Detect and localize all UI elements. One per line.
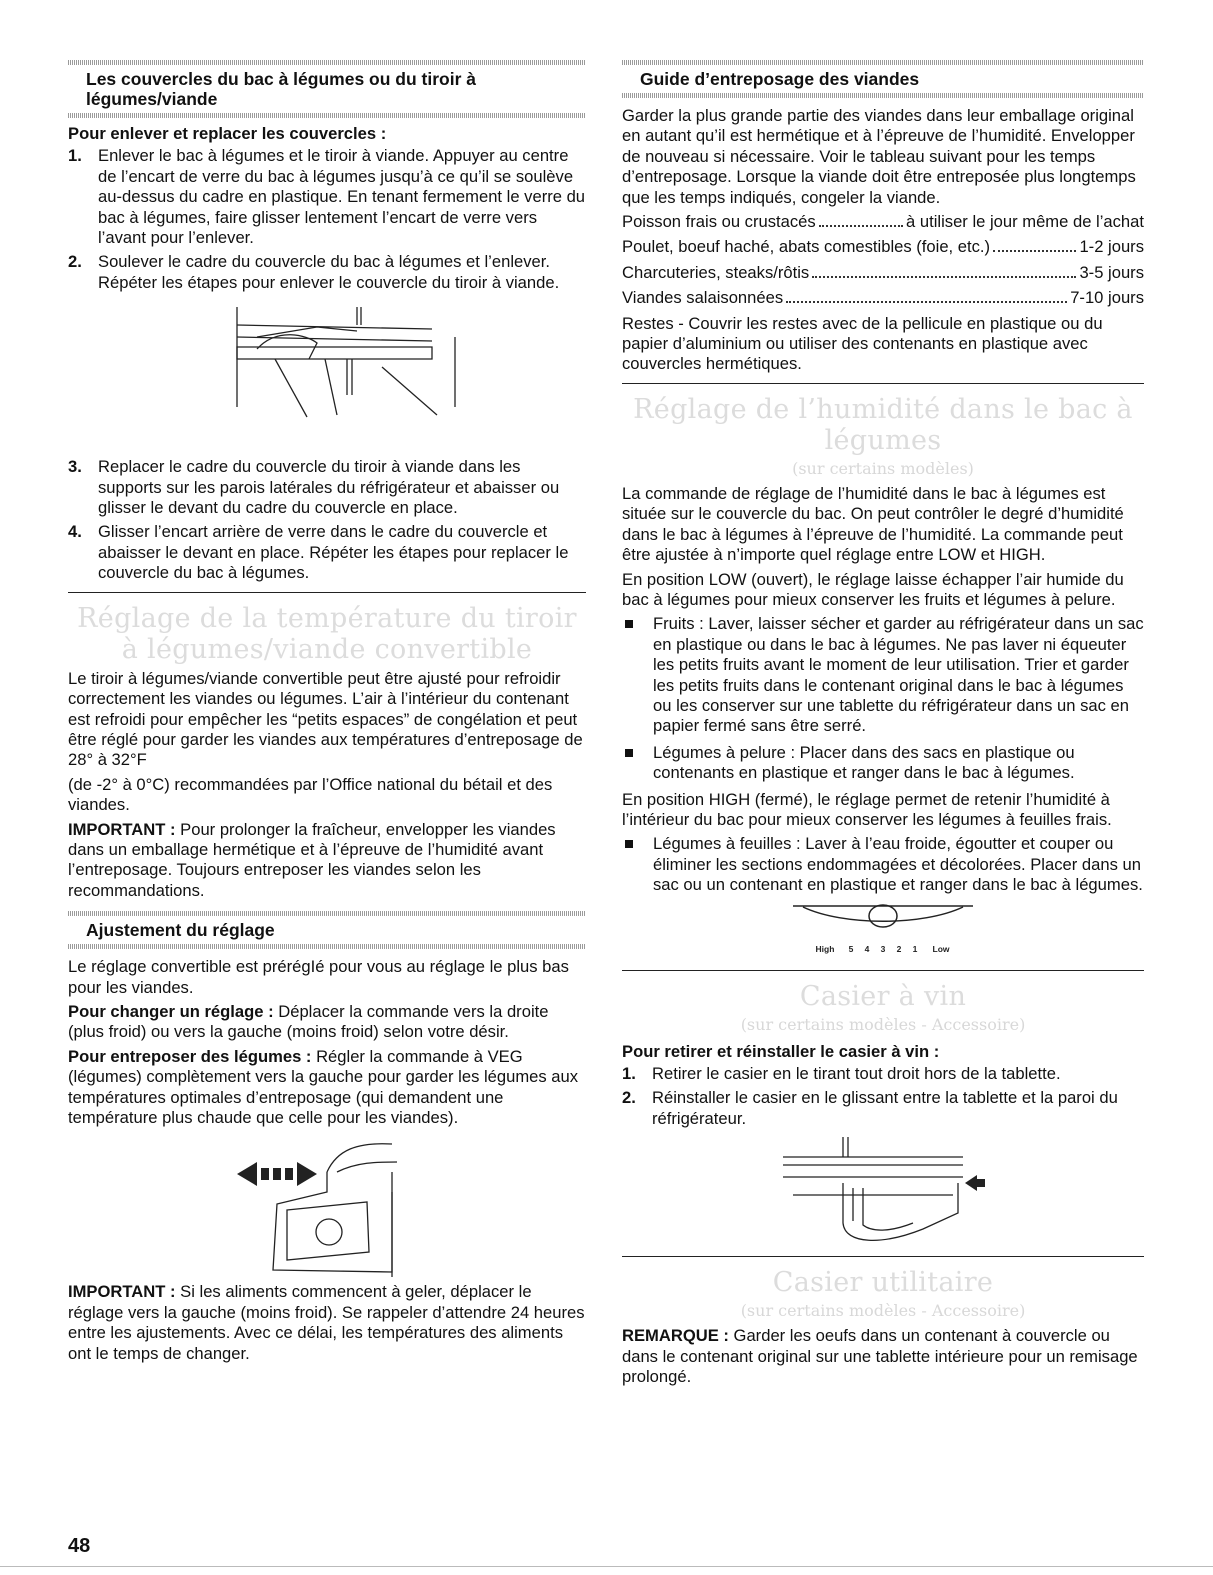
dial-label-low: Low	[932, 943, 950, 954]
utility-remark: REMARQUE : Garder les oeufs dans un contenant à couvercle ou dans le contenant original sur une tablette intérieure pour un remisage prolongé.	[622, 1326, 1138, 1387]
lids-subheading: Pour enlever et replacer les couvercles :	[68, 124, 387, 143]
dial-label-1: 1	[912, 943, 918, 954]
humidity-section-title: Réglage de l’humidité dans le bac à légumes	[633, 393, 1133, 456]
section-rule	[68, 944, 586, 949]
humidity-p1: La commande de réglage de l’humidité dans le bac à légumes est située sur le couvercle du bac. On peut contrôler le degré d’humidité dans le bac à légumes à l’épreuve de l’humidité. La commande peut être ajustée à n’importe quel réglage entre LOW et HIGH.	[622, 483, 1124, 565]
lids-steps	[68, 146, 586, 293]
dial-label-2: 2	[896, 943, 902, 954]
left-column	[68, 60, 586, 1368]
meat-intro: Garder la plus grande partie des viandes dans leur emballage original en autant qu’il est hermétique et à l’épreuve de l’humidité. Envelopper de nouveau si nécessaire. Voir le tableau suivant pour les temps d’entreposage. Lorsque la viande doit être entreposée plus longtemps que les temps indiqués, congeler la viande.	[622, 106, 1136, 207]
storage-row: Poisson frais ou crustacés à utiliser le jour même de l’achat	[622, 212, 1144, 232]
utility-section-title: Casier utilitaire	[772, 1267, 994, 1299]
list-item: 2. Réinstaller le casier en le glissant entre la tablette et la paroi du réfrigérateur.	[622, 1088, 1118, 1128]
bottom-rule	[0, 1566, 1213, 1567]
humidity-p2: En position LOW (ouvert), le réglage laisse échapper l’air humide du bac à légumes pour mieux conserver les fruits et légumes à pelure.	[622, 569, 1124, 609]
page-number: 48	[68, 1535, 91, 1557]
section-rule	[68, 113, 586, 118]
wine-subtitle: (sur certains modèles - Accessoire)	[740, 1014, 1026, 1034]
meat-leftovers: Restes - Couvrir les restes avec de la pellicule en plastique ou du papier d’aluminium ou utiliser des contenants en plastique avec couvercles hermétiques.	[622, 313, 1103, 374]
list-item: 4. Glisser l’encart arrière de verre dans le cadre du couvercle et abaisser le devant en place. Répéter les étapes pour replacer le couvercle du bac à légumes.	[68, 522, 569, 583]
right-column	[622, 60, 1144, 1391]
lids-heading: Les couvercles du bac à légumes ou du tiroir à légumes/viande	[86, 69, 476, 109]
adjust-p1: Le réglage convertible est prérégIé pour vous au réglage le plus bas pour les viandes.	[68, 957, 569, 997]
divider	[622, 970, 1144, 971]
crisper-lid-illustration	[197, 297, 457, 457]
utility-subtitle: (sur certains modèles - Accessoire)	[740, 1301, 1026, 1321]
adjust-change: Pour changer un réglage : Déplacer la commande vers la droite (plus froid) ou vers la gauche (moins froid) selon votre désir.	[68, 1001, 549, 1042]
section-rule	[622, 93, 1144, 98]
temperature-control-illustration	[217, 1132, 437, 1282]
wine-steps	[622, 1064, 1144, 1129]
wine-subheading: Pour retirer et réinstaller le casier à vin :	[622, 1041, 940, 1061]
wine-rack-illustration	[773, 1133, 993, 1248]
list-item: Légumes à pelure : Placer dans des sacs en plastique ou contenants en plastique et ranger dans le bac à légumes.	[622, 743, 1144, 784]
dial-label-3: 3	[880, 943, 886, 954]
dial-label-high: High	[815, 943, 835, 954]
adjust-veg: Pour entreposer des légumes : Régler la commande à VEG (légumes) complètement vers la gauche pour garder les légumes aux températures optimales d’entreposage (qui demandent une température plus chaude que celle pour les viandes).	[68, 1046, 579, 1127]
list-item: Légumes à feuilles : Laver à l’eau froide, égoutter et couper ou éliminer les sections endommagées et décolorées. Placer dans un sac ou un contenant en plastique et ranger dans le bac à légumes.	[622, 834, 1144, 895]
list-item: 1. Retirer le casier en le tirant tout droit hors de la tablette.	[622, 1064, 1061, 1083]
divider	[622, 1256, 1144, 1257]
humidity-high-bullets	[622, 834, 1144, 895]
temp-important: IMPORTANT : Pour prolonger la fraîcheur, envelopper les viandes dans un emballage hermétique et à l’épreuve de l’humidité avant l’entreposage. Toujours entreposer les viandes selon les recommandations.	[68, 819, 556, 900]
adjust-important: IMPORTANT : Si les aliments commencent à geler, déplacer le réglage vers la gauche (moins froid). Se rappeler d’attendre 24 heures entre les ajustements. Avec ce délai, les températures des aliments ont le temps de changer.	[68, 1282, 585, 1363]
divider	[622, 383, 1144, 384]
humidity-p3: En position HIGH (fermé), le réglage permet de retenir l’humidité à l’intérieur du bac pour mieux conserver les légumes à feuilles frais.	[622, 789, 1112, 829]
dial-label-4: 4	[864, 943, 870, 954]
temp-intro: Le tiroir à légumes/viande convertible peut être ajusté pour refroidir correctement les viandes ou légumes. L’air à l’intérieur du contenant est refroidi pour empêcher les “petits espaces” de congélation et peut être réglé pour garder les viandes aux températures d’entreposage de 28° à 32°F	[68, 668, 583, 770]
list-item: 1. Enlever le bac à légumes et le tiroir à viande. Appuyer au centre de l’encart de verre du bac à légumes jusqu’à ce qu’il se soulève au-dessus du cadre en plastique. En tenant fermement le verre du bac à légumes, faire glisser lentement l’encart de verre vers l’avant pour l’enlever.	[68, 146, 586, 248]
wine-section-title: Casier à vin	[799, 980, 967, 1012]
adjust-heading: Ajustement du réglage	[86, 920, 275, 941]
humidity-subtitle: (sur certains modèles)	[792, 458, 974, 478]
list-item: 3. Replacer le cadre du couvercle du tiroir à viande dans les supports sur les parois latérales du réfrigérateur et abaisser ou glisser le devant du cadre du couvercle en place.	[68, 457, 560, 518]
temp-intro-metric: (de -2° à 0°C) recommandées par l’Office national du bétail et des viandes.	[68, 774, 553, 815]
dial-label-5: 5	[848, 943, 854, 954]
humidity-low-bullets	[622, 614, 1144, 783]
lids-steps-continued	[68, 457, 586, 583]
storage-row: Charcuteries, steaks/rôtis 3-5 jours	[622, 262, 1144, 282]
meat-heading: Guide d’entreposage des viandes	[640, 69, 920, 89]
temp-section-title: Réglage de la température du tiroir à légumes/viande convertible	[77, 602, 577, 665]
divider	[68, 592, 586, 593]
storage-row: Poulet, boeuf haché, abats comestibles (foie, etc.) 1-2 jours	[622, 237, 1144, 257]
list-item: Fruits : Laver, laisser sécher et garder au réfrigérateur dans un sac en plastique ou dans le bac à légumes. Ne pas laver ni équeuter les petits fruits avant le moment de leur utilisation. Trier et garder les petits fruits dans le contenant original dans le bac à légumes ou les conserver sur une tablette du réfrigérateur dans un sac en papier fermé sans être serré.	[622, 614, 1144, 736]
list-item: 2. Soulever le cadre du couvercle du bac à légumes et l’enlever. Répéter les étapes pour enlever le couvercle du tiroir à viande.	[68, 252, 560, 292]
storage-row: Viandes salaisonnées 7-10 jours	[622, 288, 1144, 308]
humidity-dial-illustration	[783, 902, 983, 962]
